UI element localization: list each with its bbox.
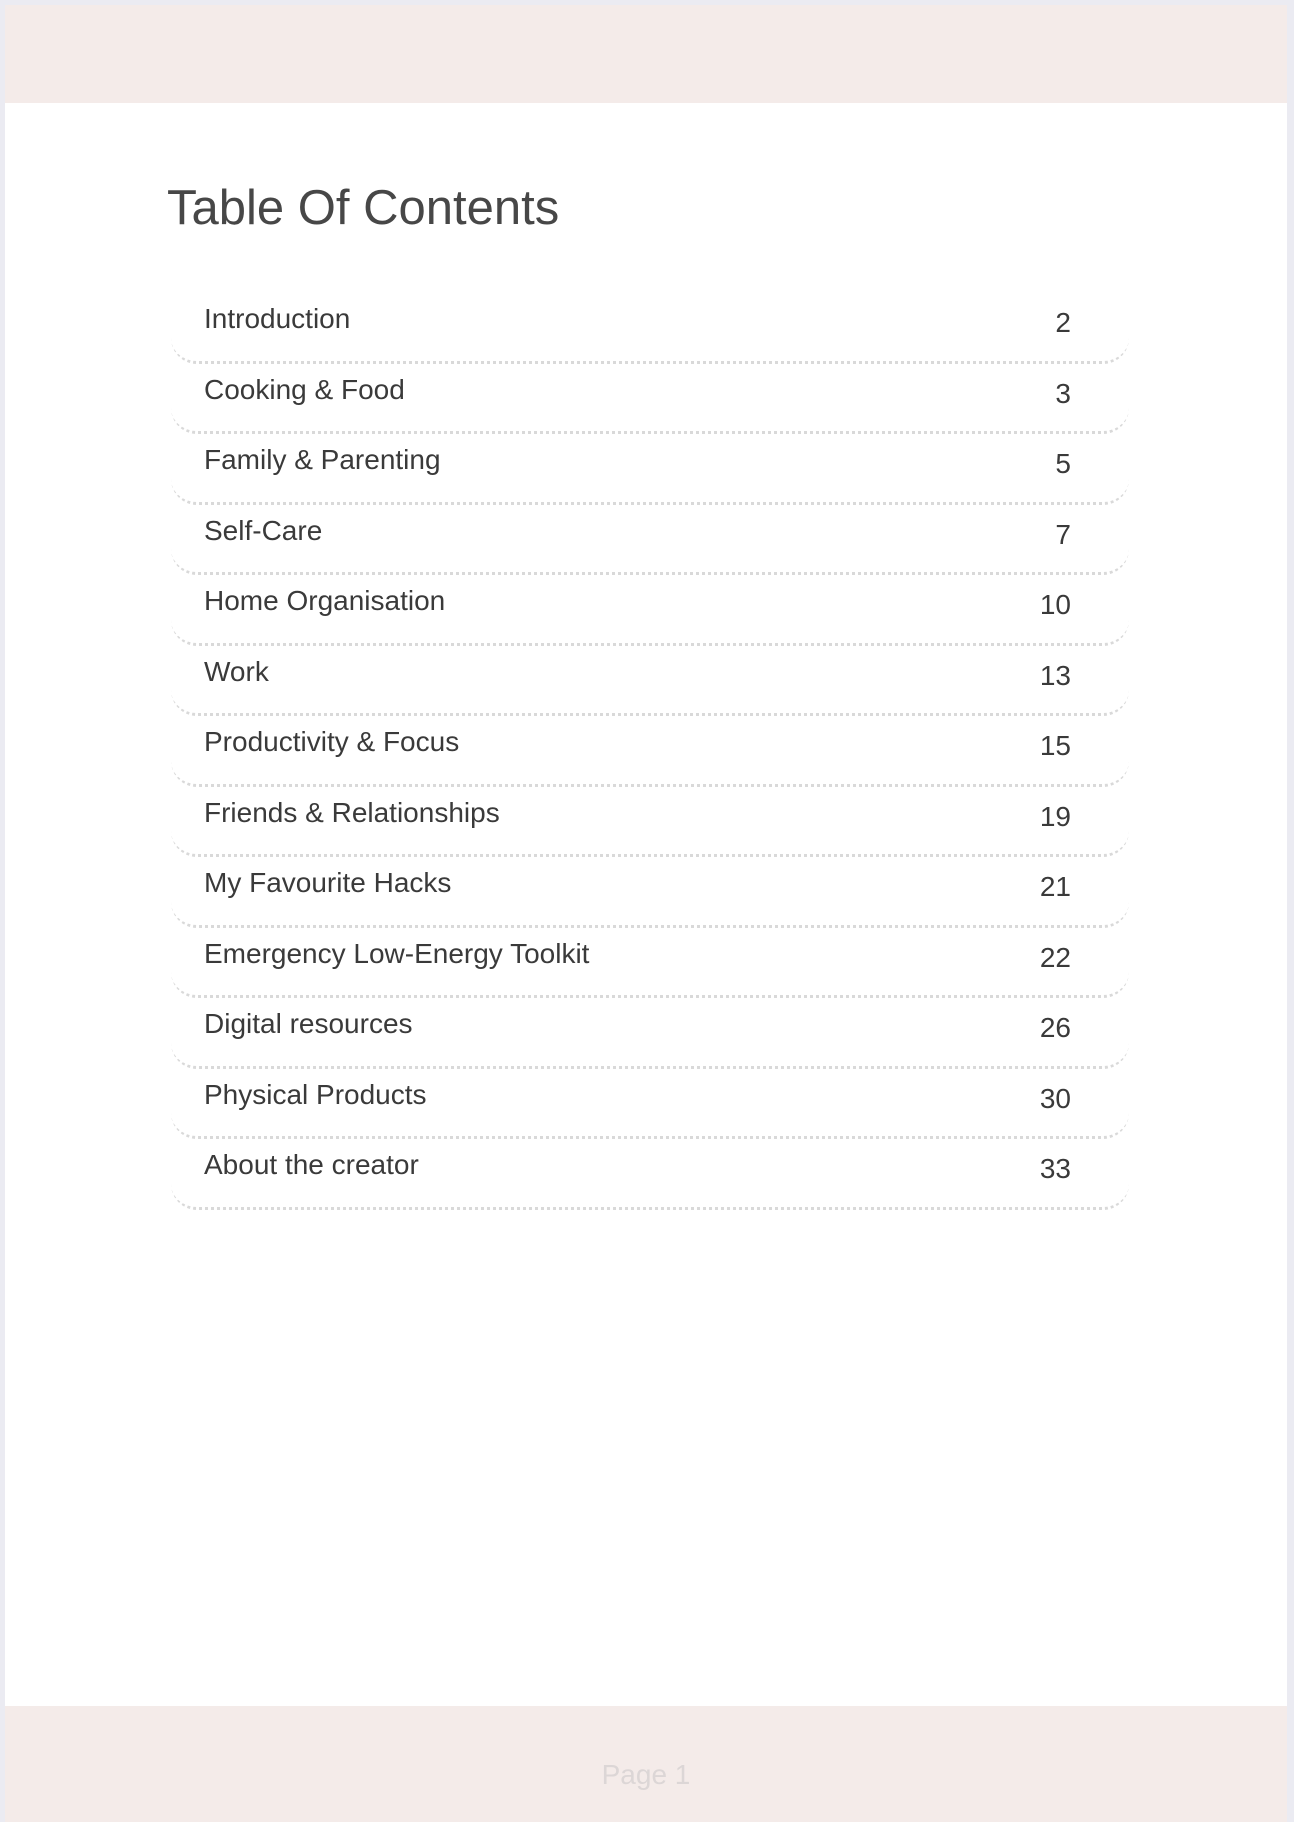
table-of-contents bbox=[171, 293, 1129, 1210]
toc-entry-label: Digital resources bbox=[204, 1008, 413, 1039]
toc-entry-page-number: 15 bbox=[1039, 730, 1071, 761]
toc-entry-emergency-toolkit[interactable] bbox=[171, 928, 1129, 999]
toc-entry-label: Family & Parenting bbox=[204, 444, 441, 475]
toc-entry-label: Friends & Relationships bbox=[204, 796, 500, 828]
toc-entry-label: Introduction bbox=[204, 303, 351, 334]
toc-entry-label: Productivity & Focus bbox=[204, 726, 460, 757]
toc-entry-productivity-focus[interactable] bbox=[171, 716, 1129, 787]
toc-entry-work[interactable] bbox=[171, 646, 1129, 717]
toc-entry-page-number: 7 bbox=[1055, 518, 1071, 550]
toc-entry-digital-resources[interactable] bbox=[171, 998, 1129, 1069]
toc-entry-about-creator[interactable] bbox=[171, 1139, 1129, 1210]
toc-entry-page-number: 22 bbox=[1039, 941, 1071, 973]
footer-page-number: Page 1 bbox=[601, 1759, 691, 1790]
page-footer-band bbox=[5, 1706, 1287, 1822]
toc-entry-page-number: 2 bbox=[1055, 307, 1071, 338]
toc-entry-page-number: 21 bbox=[1039, 871, 1071, 902]
toc-entry-page-number: 3 bbox=[1055, 377, 1071, 409]
page-header-band bbox=[5, 5, 1287, 103]
toc-entry-label: My Favourite Hacks bbox=[204, 867, 452, 898]
toc-entry-label: Work bbox=[204, 655, 269, 687]
toc-entry-home-organisation[interactable] bbox=[171, 575, 1129, 646]
document-page bbox=[5, 5, 1287, 1822]
toc-entry-label: About the creator bbox=[204, 1149, 419, 1180]
toc-entry-page-number: 13 bbox=[1039, 659, 1071, 691]
toc-entry-introduction[interactable] bbox=[171, 293, 1129, 364]
toc-entry-cooking-food[interactable] bbox=[171, 364, 1129, 435]
toc-entry-label: Physical Products bbox=[204, 1078, 427, 1110]
toc-entry-family-parenting[interactable] bbox=[171, 434, 1129, 505]
toc-entry-page-number: 19 bbox=[1039, 800, 1071, 832]
toc-entry-page-number: 10 bbox=[1039, 589, 1071, 620]
toc-entry-friends-relationships[interactable] bbox=[171, 787, 1129, 858]
toc-entry-physical-products[interactable] bbox=[171, 1069, 1129, 1140]
toc-entry-page-number: 33 bbox=[1039, 1153, 1071, 1184]
toc-entry-label: Emergency Low-Energy Toolkit bbox=[204, 937, 590, 969]
page-title: Table Of Contents bbox=[167, 181, 560, 235]
toc-entry-page-number: 30 bbox=[1039, 1082, 1071, 1114]
toc-entry-label: Cooking & Food bbox=[204, 373, 405, 405]
toc-entry-page-number: 5 bbox=[1055, 448, 1071, 479]
toc-entry-page-number: 26 bbox=[1039, 1012, 1071, 1043]
toc-entry-label: Home Organisation bbox=[204, 585, 446, 616]
toc-entry-label: Self-Care bbox=[204, 514, 323, 546]
toc-entry-favourite-hacks[interactable] bbox=[171, 857, 1129, 928]
toc-entry-self-care[interactable] bbox=[171, 505, 1129, 576]
